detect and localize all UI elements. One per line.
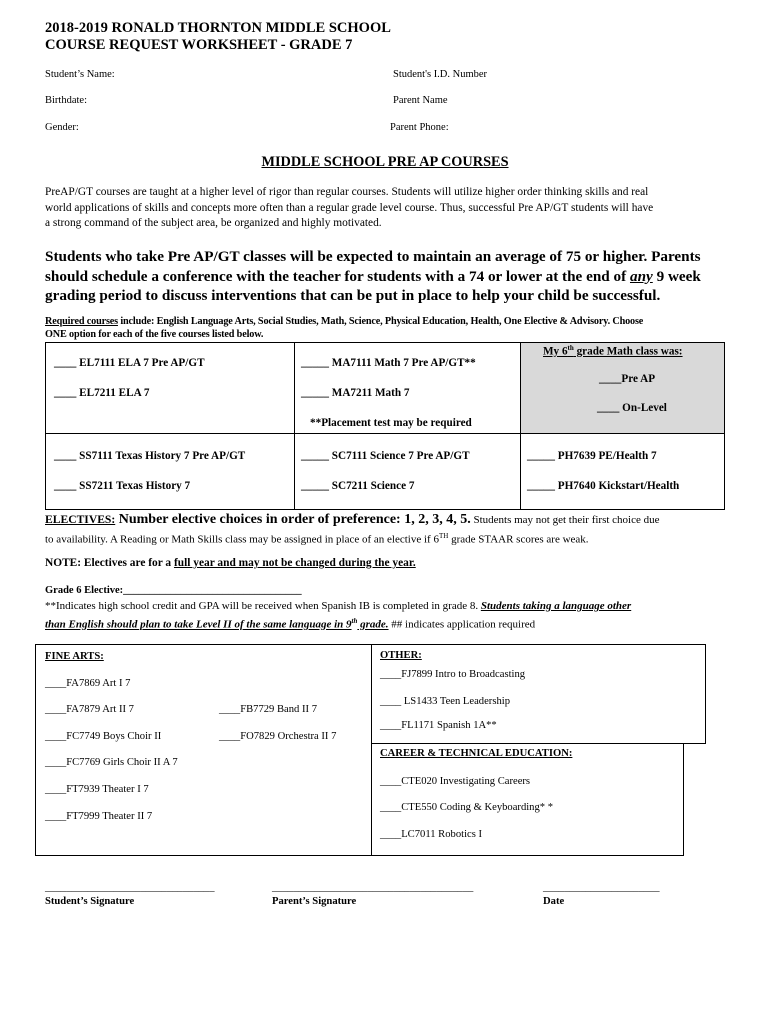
electives-instructions: ELECTIVES: Number elective choices in order of preference: 1, 2, 3, 4, 5. Students may not get their first choice due to availability. A Reading or Math Skills class may be assigned in place of an elective if 6TH grade STAAR scores are weak. bbox=[45, 512, 660, 546]
cte-item-careers[interactable]: ____CTE020 Investigating Careers bbox=[380, 776, 531, 787]
course-kickstart[interactable]: _____ PH7640 Kickstart/Health bbox=[527, 480, 680, 492]
parent-signature-label: Parent’s Signature bbox=[272, 896, 357, 907]
electives-note: NOTE: Electives are for a full year and may not be changed during the year. bbox=[45, 557, 416, 569]
emphasis-line-3: grading period to discuss interventions that can be put in place to help your child be successful. bbox=[45, 287, 661, 304]
date-label: Date bbox=[543, 896, 565, 907]
page-title: 2018-2019 RONALD THORNTON MIDDLE SCHOOL bbox=[45, 20, 391, 36]
course-math-preap[interactable]: _____ MA7111 Math 7 Pre AP/GT** bbox=[301, 357, 476, 369]
cte-item-coding[interactable]: ____CTE550 Coding & Keyboarding* * bbox=[380, 802, 554, 813]
fine-arts-item-orchestra[interactable]: ____FO7829 Orchestra II 7 bbox=[219, 731, 337, 742]
math6-label: My 6th grade Math class was: bbox=[543, 344, 683, 358]
intro-line-2: world applications of skills and concepts more often than a regular grade level course. Thus, successful Pre AP/GT students will have bbox=[45, 201, 654, 214]
other-heading: OTHER: bbox=[380, 650, 422, 661]
fine-arts-item-theater1[interactable]: ____FT7939 Theater I 7 bbox=[45, 784, 149, 795]
date-line[interactable]: ______________________ bbox=[543, 882, 660, 893]
math6-onlevel[interactable]: ____ On-Level bbox=[597, 402, 667, 414]
fine-arts-item-boys-choir[interactable]: ____FC7749 Boys Choir II bbox=[45, 731, 162, 742]
other-item-broadcasting[interactable]: ____FJ7899 Intro to Broadcasting bbox=[380, 669, 526, 680]
course-ss-preap[interactable]: ____ SS7111 Texas History 7 Pre AP/GT bbox=[54, 450, 246, 462]
fine-arts-item-girls-choir[interactable]: ____FC7769 Girls Choir II A 7 bbox=[45, 757, 178, 768]
spanish-note: **Indicates high school credit and GPA will be received when Spanish IB is completed in grade 8. Students taking a language other than English should plan to take Level II of the same language in 9th grade. ## indicates application required bbox=[45, 600, 632, 631]
pre-ap-emphasis bbox=[45, 247, 745, 306]
student-id-label: Student's I.D. Number bbox=[393, 69, 488, 80]
fine-arts-item-band[interactable]: ____FB7729 Band II 7 bbox=[219, 704, 317, 715]
intro-line-3: a strong command of the subject area, be organized and highly motivated. bbox=[45, 217, 382, 229]
cte-heading: CAREER & TECHNICAL EDUCATION: bbox=[380, 748, 573, 759]
student-signature-line[interactable]: ________________________________ bbox=[45, 882, 215, 893]
table-col-divider-1 bbox=[294, 342, 295, 510]
course-ss[interactable]: ____ SS7211 Texas History 7 bbox=[54, 480, 191, 492]
required-courses-text: Required courses include: English Language Arts, Social Studies, Math, Science, Physical Education, Health, One Elective & Advisory. Choose ONE option for each of the five courses listed below. bbox=[45, 316, 644, 340]
fine-arts-item-art2[interactable]: ____FA7879 Art II 7 bbox=[45, 704, 134, 715]
course-ela-preap[interactable]: ____ EL7111 ELA 7 Pre AP/GT bbox=[54, 357, 205, 369]
electives-label: ELECTIVES: bbox=[45, 513, 116, 526]
gender-label: Gender: bbox=[45, 122, 79, 133]
course-sci-preap[interactable]: _____ SC7111 Science 7 Pre AP/GT bbox=[301, 450, 470, 462]
course-math[interactable]: _____ MA7211 Math 7 bbox=[301, 387, 410, 399]
course-pe[interactable]: _____ PH7639 PE/Health 7 bbox=[527, 450, 657, 462]
intro-line-1: PreAP/GT courses are taught at a higher level of rigor than regular courses. Students will utilize higher order thinking skills and real bbox=[45, 186, 649, 198]
required-courses-label: Required courses bbox=[45, 316, 118, 327]
parent-phone-label: Parent Phone: bbox=[390, 122, 449, 133]
emphasis-line-2: should schedule a conference with the teacher for students with a 74 or lower at the end of any 9 week bbox=[45, 267, 701, 285]
fine-arts-heading: FINE ARTS: bbox=[45, 651, 104, 662]
page-subtitle: COURSE REQUEST WORKSHEET - GRADE 7 bbox=[45, 37, 353, 53]
fine-arts-box bbox=[35, 644, 372, 856]
fine-arts-item-art1[interactable]: ____FA7869 Art I 7 bbox=[45, 678, 131, 689]
emphasis-line-1: Students who take Pre AP/GT classes will be expected to maintain an average of 75 or higher. Parents bbox=[45, 248, 701, 265]
table-row-divider bbox=[45, 433, 725, 434]
cte-item-robotics[interactable]: ____LC7011 Robotics I bbox=[380, 829, 483, 840]
table-col-divider-2 bbox=[520, 342, 521, 510]
student-name-label: Student’s Name: bbox=[45, 69, 115, 80]
parent-signature-line[interactable]: ______________________________________ bbox=[272, 882, 474, 893]
fine-arts-item-theater2[interactable]: ____FT7999 Theater II 7 bbox=[45, 811, 153, 822]
math6-preap[interactable]: ____Pre AP bbox=[599, 373, 656, 385]
pre-ap-heading: MIDDLE SCHOOL PRE AP COURSES bbox=[261, 154, 509, 170]
placement-note: **Placement test may be required bbox=[310, 417, 472, 429]
other-item-spanish[interactable]: ____FL1171 Spanish 1A** bbox=[380, 720, 497, 731]
pre-ap-intro bbox=[45, 185, 745, 232]
student-signature-label: Student’s Signature bbox=[45, 896, 135, 907]
course-ela[interactable]: ____ EL7211 ELA 7 bbox=[54, 387, 150, 399]
other-item-teen-leadership[interactable]: ____ LS1433 Teen Leadership bbox=[380, 696, 510, 707]
grade6-elective[interactable]: Grade 6 Elective:__________________________________ bbox=[45, 585, 302, 596]
parent-name-label: Parent Name bbox=[393, 95, 448, 106]
course-sci[interactable]: _____ SC7211 Science 7 bbox=[301, 480, 415, 492]
birthdate-label: Birthdate: bbox=[45, 95, 87, 106]
